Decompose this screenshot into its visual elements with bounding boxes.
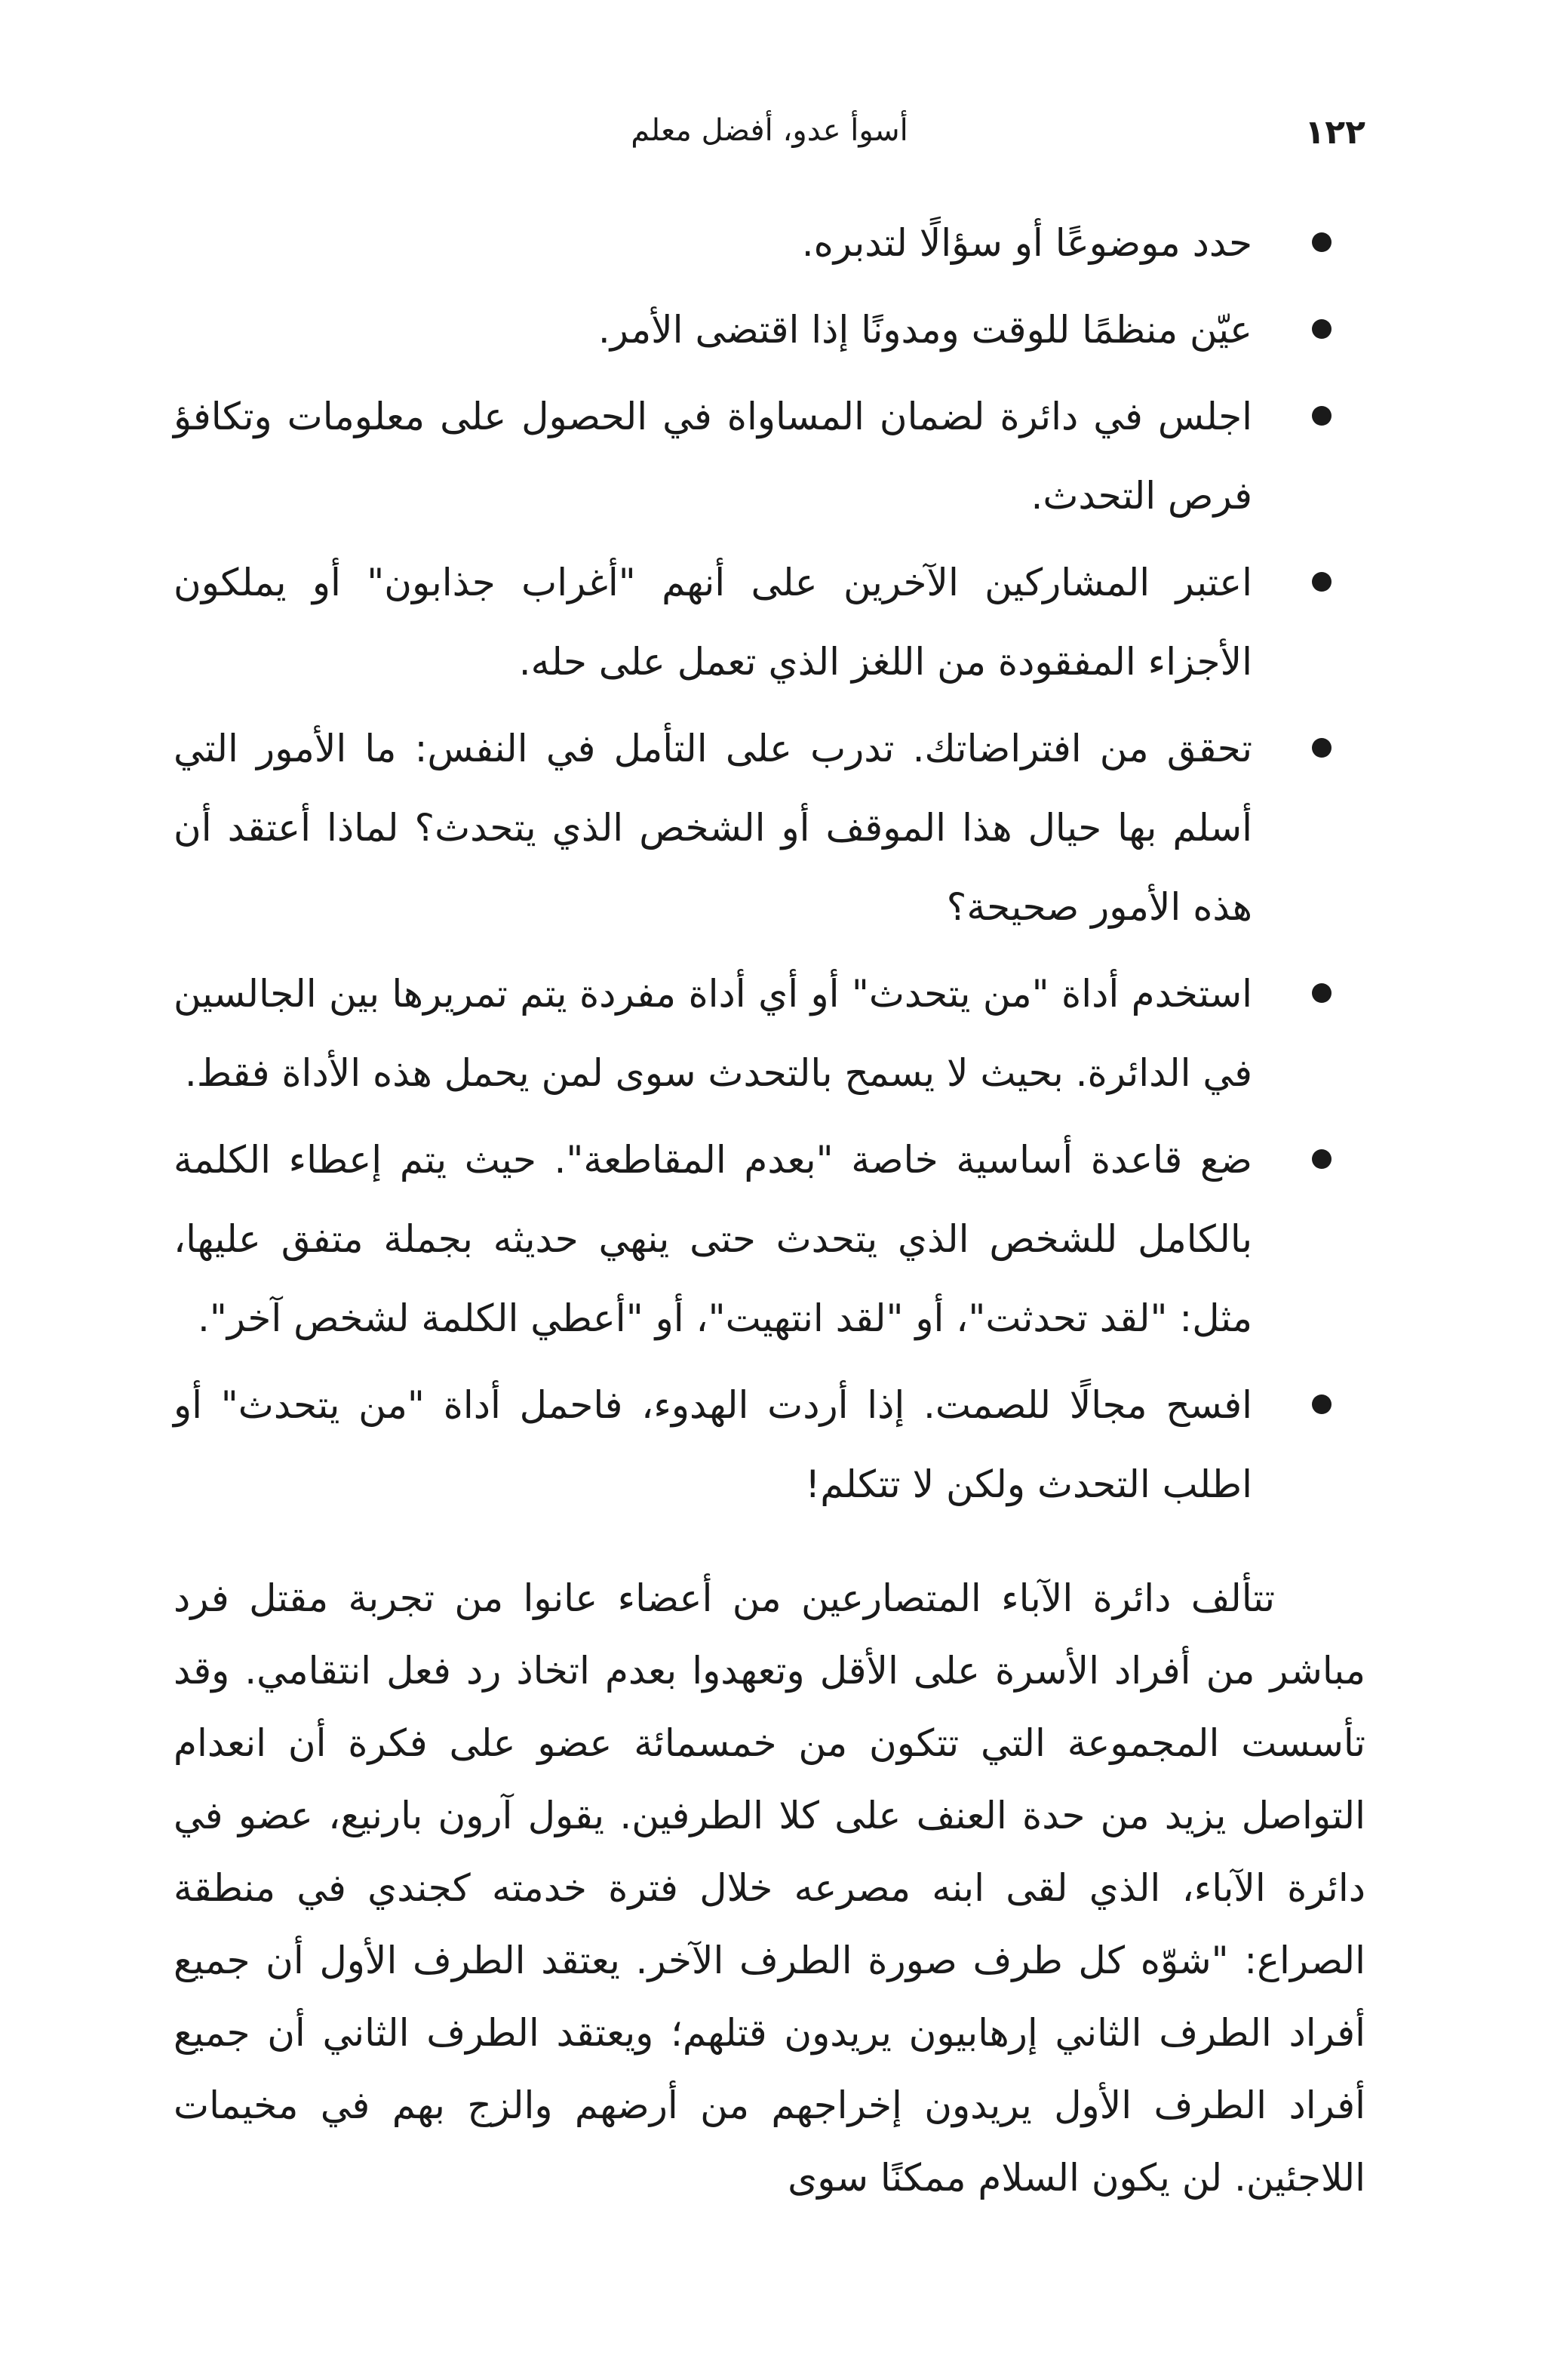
page-number: ١٢٢ [1304,113,1365,152]
bullet-icon [1312,572,1332,592]
list-item [174,709,1365,947]
list-item-text: اعتبر المشاركين الآخرين على أنهم "أغراب جذابون" أو يملكون الأجزاء المفقودة من اللغز الذي تعمل على حله. [174,561,1252,684]
bullet-icon [1312,1394,1332,1414]
list-item-text: استخدم أداة "من يتحدث" أو أي أداة مفردة يتم تمريرها بين الجالسين في الدائرة. بحيث لا يسمح بالتحدث سوى لمن يحمل هذه الأداة فقط. [174,972,1252,1095]
book-page [174,113,1365,2302]
bullet-icon [1312,1149,1332,1169]
list-item [174,955,1365,1113]
list-item-text: تحقق من افتراضاتك. تدرب على التأمل في النفس: ما الأمور التي أسلم بها حيال هذا الموقف أو الشخص الذي يتحدث؟ لماذا أعتقد أن هذه الأمور صحيحة؟ [174,727,1252,929]
bullet-icon [1312,232,1332,252]
list-item [174,204,1365,283]
bullet-icon [1312,983,1332,1003]
list-item [174,1121,1365,1358]
list-item [174,543,1365,702]
body-paragraph: تتألف دائرة الآباء المتصارعين من أعضاء عانوا من تجربة مقتل فرد مباشر من أفراد الأسرة على الأقل وتعهدوا بعدم اتخاذ رد فعل انتقامي. وقد تأسست المجموعة التي تتكون من خمسمائة عضو على فكرة أن انعدام التواصل يزيد من حدة العنف على كلا الطرفين. يقول آرون بارنيع، عضو في دائرة الآباء، الذي لقى ابنه مصرعه خلال فترة خدمته كجندي في منطقة الصراع: "شوّه كل طرف صورة الطرف الآخر. يعتقد الطرف الأول أن جميع أفراد الطرف الثاني إرهابيون يريدون قتلهم؛ ويعتقد الطرف الثاني أن جميع أفراد الطرف الأول يريدون إخراجهم من أرضهم والزج بهم في مخيمات اللاجئين. لن يكون السلام ممكنًا سوى [174,1576,1365,2200]
list-item-text: حدد موضوعًا أو سؤالًا لتدبره. [801,221,1252,265]
list-item [174,291,1365,370]
list-item-text: اجلس في دائرة لضمان المساواة في الحصول على معلومات وتكافؤ فرص التحدث. [174,395,1252,518]
bullet-icon [1312,738,1332,758]
bullet-icon [1312,319,1332,339]
list-item [174,1366,1365,1524]
bullet-list [174,204,1365,1524]
list-item-text: افسح مجالًا للصمت. إذا أردت الهدوء، فاحمل أداة "من يتحدث" أو اطلب التحدث ولكن لا تتكلم! [174,1383,1252,1506]
bullet-icon [1312,406,1332,426]
list-item [174,377,1365,536]
list-item-text: ضع قاعدة أساسية خاصة "بعدم المقاطعة". حيث يتم إعطاء الكلمة بالكامل للشخص الذي يتحدث حتى ينهي حديثه بجملة متفق عليها، مثل: "لقد تحدثت"، أو "لقد انتهيت"، أو "أعطي الكلمة لشخص آخر". [174,1138,1252,1340]
list-item-text: عيّن منظمًا للوقت ومدونًا إذا اقتضى الأمر. [597,308,1252,352]
running-title: أسوأ عدو، أفضل معلم [631,113,908,148]
page-header [174,113,1365,174]
